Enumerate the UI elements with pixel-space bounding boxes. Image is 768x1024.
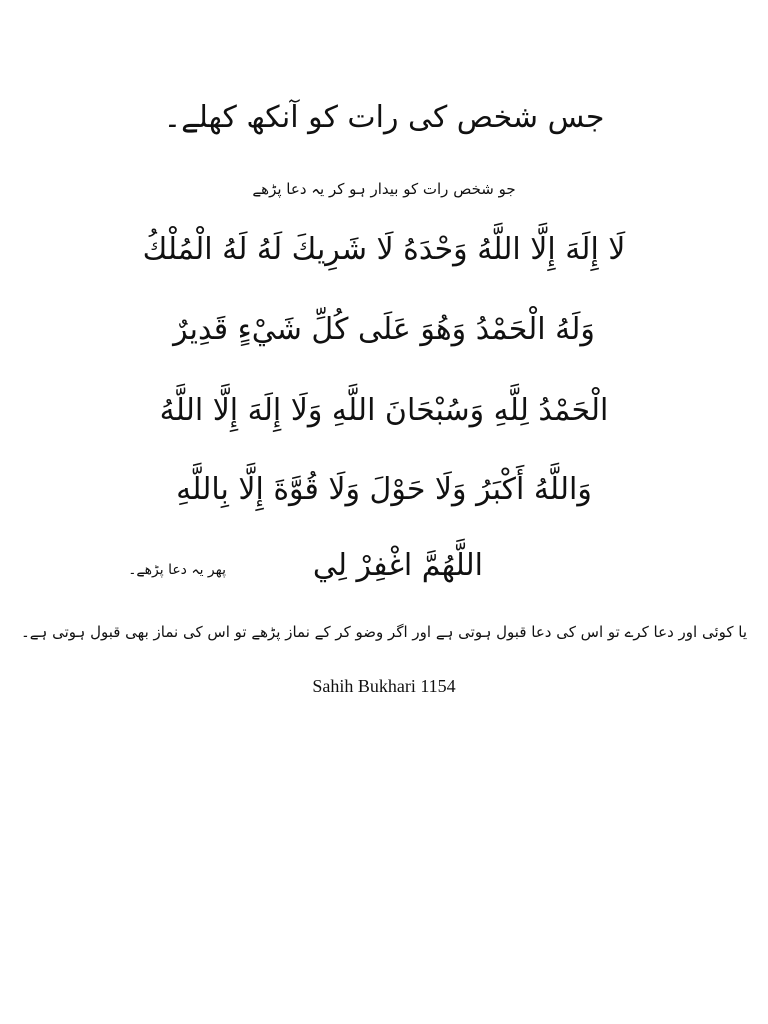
allahumma-row [0,548,768,598]
dua-line-4: وَاللَّهُ أَكْبَرُ وَلَا حَوْلَ وَلَا قُوَّةَ إِلَّا بِاللَّهِ [176,472,592,507]
page-title: جس شخص کی رات کو آنکھ کھلے۔ [163,100,605,135]
dua-line-2: وَلَهُ الْحَمْدُ وَهُوَ عَلَى كُلِّ شَيْءٍ قَدِيرٌ [173,312,595,347]
then-recite-note: پھر یہ دعا پڑھے۔ [128,562,226,578]
source-reference: Sahih Bukhari 1154 [312,676,456,696]
dua-line-1: لَا إِلَهَ إِلَّا اللَّهُ وَحْدَهُ لَا شَرِيكَ لَهُ لَهُ الْمُلْكُ [142,232,626,267]
allahumma-dua: اللَّهُمَّ اغْفِرْ لِي [312,548,483,583]
dua-line-3: الْحَمْدُ لِلَّهِ وَسُبْحَانَ اللَّهِ وَلَا إِلَهَ إِلَّا اللَّهُ [159,393,609,428]
result-note: یا کوئی اور دعا کرے تو اس کی دعا قبول ہوتی ہے اور اگر وضو کر کے نماز پڑھے تو اس کی نماز بھی قبول ہوتی ہے۔ [20,623,748,641]
subtitle: جو شخص رات کو بیدار ہو کر یہ دعا پڑھے [252,180,516,198]
